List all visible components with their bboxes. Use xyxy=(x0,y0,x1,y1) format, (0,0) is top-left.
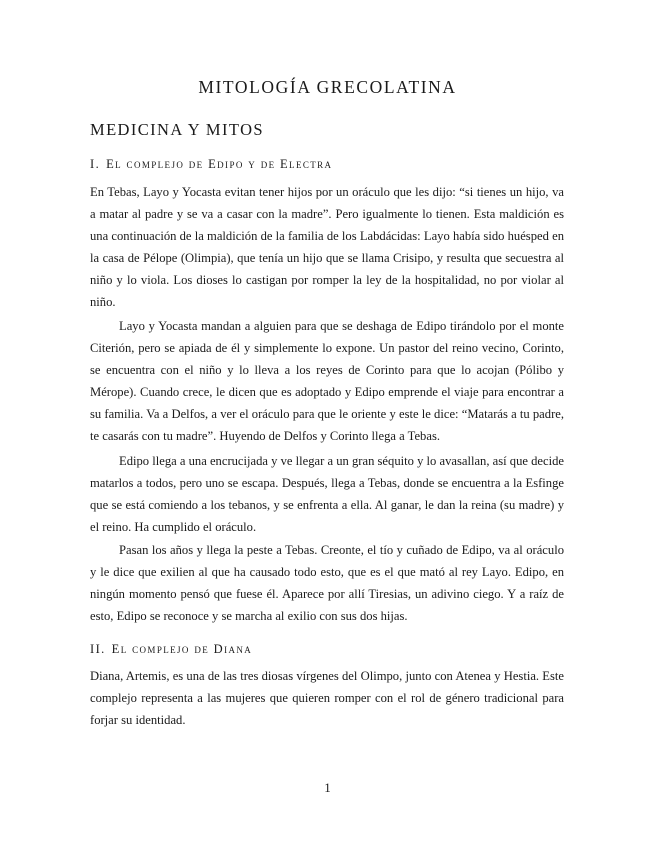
paragraph: Layo y Yocasta mandan a alguien para que se deshaga de Edipo tirándolo por el monte Citerión, pero se apiada de él y simplemente lo expone. Un pastor del reino vecino, Corinto, se encuentra con el niño y lo lleva a los reyes de Corinto para que lo acojan (Pólibo y Mérope). Cuando crece, le dicen que es adoptado y Edipo emprende el viaje para encontrar a su familia. Va a Delfos, a ver el oráculo para que le oriente y este le dice: “Matarás a tu padre, te casarás con tu madre”. Huyendo de Delfos y Corinto llega a Tebas. xyxy=(90,319,564,444)
section-number: II. xyxy=(90,642,106,656)
paragraph: Edipo llega a una encrucijada y ve llegar a un gran séquito y lo avasallan, así que decide matarlos a todos, pero uno se escapa. Después, llega a Tebas, donde se encuentra a la Esfinge que se está comiendo a los tebanos, y se enfrenta a ella. Al ganar, le dan la reina (su madre) y el reino. Ha cumplido el oráculo. xyxy=(90,454,564,535)
section-number: I. xyxy=(90,157,101,171)
paragraph: Pasan los años y llega la peste a Tebas. Creonte, el tío y cuñado de Edipo, va al oráculo y le dice que exilien al que ha causado todo esto, que es el que mató al rey Layo. Edipo, en ningún momento pensó que fuese él. Aparece por allí Tiresias, un adivino ciego. Y a raíz de esto, Edipo se reconoce y se marcha al exilio con sus dos hijas. xyxy=(90,543,564,624)
section-heading-diana xyxy=(90,640,252,658)
page-subtitle: MEDICINA Y MITOS xyxy=(90,120,264,139)
section-title: El complejo de Diana xyxy=(111,642,253,656)
paragraph: En Tebas, Layo y Yocasta evitan tener hijos por un oráculo que les dijo: “si tienes un hijo, va a matar al padre y se va a casar con la madre”. Pero igualmente lo tienen. Esta maldición es una continuación de la maldición de la familia de los Labdácidas: Layo había sido huésped en la casa de Pélope (Olimpia), que tenía un hijo que se llama Crisipo, y resulta que secuestra al niño y lo viola. Los dioses lo castigan por romper la ley de la hospitalidad, no por violar al niño. xyxy=(90,185,564,310)
section-title: El complejo de Edipo y de Electra xyxy=(106,157,333,171)
paragraph: Diana, Artemis, es una de las tres diosas vírgenes del Olimpo, junto con Atenea y Hestia. Este complejo representa a las mujeres que quieren romper con el rol de género tradicional para forjar su identidad. xyxy=(90,669,564,728)
page-number: 1 xyxy=(324,780,331,795)
page-title: MITOLOGÍA GRECOLATINA xyxy=(198,77,457,97)
section-heading-edipo xyxy=(90,155,332,173)
